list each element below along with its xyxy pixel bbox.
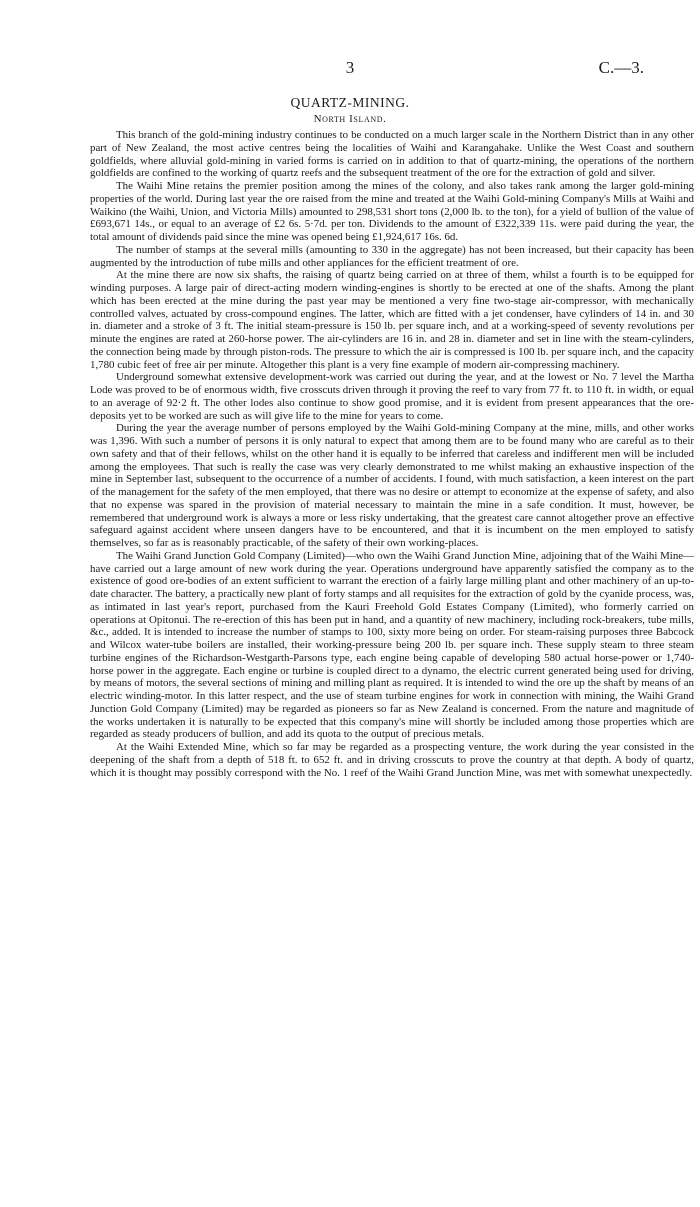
section-title: QUARTZ-MINING. — [290, 95, 410, 110]
section-subtitle: North Island. — [313, 113, 387, 125]
paragraph: At the mine there are now six shafts, the raising of quartz being carried on at three of them, whilst a fourth is to be equipped for winding purposes. A large pair of direct-acting modern winding-engines is shortly to be erected at one of the shafts. Among the plant which has been erected at the mine during the past year may be mentioned a very fine two-stage air-compressor, with mechanically controlled valves, actuated by cross-compound engines. The latter, which are fitted with a jet condenser, have cylinders of 14 in. and 30 in. diameter and a stroke of 3 ft. The initial steam-pressure is 150 lb. per square inch, and at a working-speed of seventy revolutions per minute the engines are rated at 260-horse power. The air-cylinders are 16 in. and 28 in. diameter and set in line with the steam-cylinders, the connection being made by through piston-rods. The pressure to which the air is compressed is 100 lb. per square inch, and the capacity 1,780 cubic feet of free air per minute. Altogether this plant is a very fine example of modern air-compressing machinery. — [90, 269, 694, 371]
paragraph: This branch of the gold-mining industry continues to be conducted on a much larger scale in the Northern District than in any other part of New Zealand, the most active centres being the localities of Waihi and Karangahake. Unlike the West Coast and southern goldfields, where alluvial gold-mining in varied forms is carried on in addition to that of quartz-mining, the operations of the northern goldfields are confined to the working of quartz reefs and the subsequent treatment of the ore for the extraction of gold and silver. — [90, 129, 694, 180]
paragraph: The Waihi Mine retains the premier position among the mines of the colony, and also takes rank among the larger gold-mining properties of the world. During last year the ore raised from the mine and treated at the Waihi Gold-mining Company's Mills at Waihi and Waikino (the Waihi, Union, and Victoria Mills) amounted to 298,531 short tons (2,000 lb. to the ton), for a yield of bullion of the value of £693,671 14s., or equal to an average of £2 6s. 5·7d. per ton. Dividends to the amount of £322,339 11s. were paid during the year, the total amount of dividends paid since the mine was opened being £1,924,617 16s. 6d. — [90, 180, 694, 243]
paragraph: The Waihi Grand Junction Gold Company (Limited)—who own the Waihi Grand Junction Mine, adjoining that of the Waihi Mine—have carried out a large amount of new work during the year. Operations underground have apparently satisfied the company as to the existence of good ore-bodies of an extent sufficient to warrant the erection of a fairly large milling plant and other machinery of an up-to-date character. The battery, a practically new plant of forty stamps and all requisites for the extraction of gold by the cyanide process, was, as intimated in last year's report, purchased from the Kauri Freehold Gold Estates Company (Limited), who formerly carried on operations at Opitonui. The re-erection of this has been put in hand, and a quantity of new machinery, including rock-breakers, tube mills, &c., added. It is intended to increase the number of stamps to 100, sixty more being on order. For steam-raising purposes three Babcock and Wilcox water-tube boilers are installed, their working-pressure being 200 lb. per square inch. These supply steam to three steam turbine engines of the Richardson-Westgarth-Parsons type, each engine being capable of developing 580 actual horse-power or 1,740-horse power in the aggregate. Each engine or turbine is coupled direct to a dynamo, the electric current generated being used for driving, by means of motors, the several sections of mining and milling plant as required. It is intended to wind the ore up the shaft by means of an electric winding-motor. In this latter respect, and the use of steam turbine engines for work in connection with mining, the Waihi Grand Junction Gold Company (Limited) may be regarded as pioneers so far as New Zealand is concerned. From the nature and magnitude of the works undertaken it is naturally to be expected that this company's mine will shortly be included among those properties which are regarded as steady producers of bullion, and add its quota to the output of precious metals. — [90, 549, 694, 741]
paragraph: Underground somewhat extensive development-work was carried out during the year, and at the lowest or No. 7 level the Martha Lode was proved to be of enormous width, five crosscuts driven through it proving the reef to vary from 77 ft. to 110 ft. in width, or equal to an average of 92·2 ft. The other lodes also continue to show good promise, and it is evident from present appearances that the ore-deposits yet to be worked are such as will give life to the mine for years to come. — [90, 371, 694, 422]
body-text — [90, 129, 694, 779]
document-reference: C.—3. — [598, 58, 644, 77]
paragraph: The number of stamps at the several mills (amounting to 330 in the aggregate) has not been increased, but their capacity has been augmented by the introduction of tube mills and other appliances for the efficient treatment of ore. — [90, 243, 694, 269]
paragraph: At the Waihi Extended Mine, which so far may be regarded as a prospecting venture, the work during the year consisted in the deepening of the shaft from a depth of 518 ft. to 652 ft. and in driving crosscuts to prove the country at that depth. A body of quartz, which it is thought may possibly correspond with the No. 1 reef of the Waihi Grand Junction Mine, was met with somewhat unexpectedly. — [90, 741, 694, 779]
page-number: 3 — [345, 58, 355, 77]
paragraph: During the year the average number of persons employed by the Waihi Gold-mining Company at the mine, mills, and other works was 1,396. With such a number of persons it is only natural to expect that among them are to be found many who are careful as to their own safety and that of their fellows, whilst on the other hand it is equally to be inferred that careless and indifferent men will be included among the employees. That such is really the case was very clearly demonstrated to me whilst making an exhaustive inspection of the mine in September last, subsequent to the occurrence of a number of accidents. I found, with much satisfaction, a keen interest on the part of the management for the safety of the men employed, that there was no desire or attempt to economize at the expense of safety, and also that no expense was spared in the provision of material necessary to maintain the mine in a safe condition. It must, however, be remembered that underground work is always a more or less risky undertaking, that the greatest care cannot altogether prove an effective safeguard against accident where unseen dangers have to be encountered, and that it is incumbent on the men employed to satisfy themselves, so far as is reasonably practicable, of the safety of their own working-places. — [90, 422, 694, 549]
